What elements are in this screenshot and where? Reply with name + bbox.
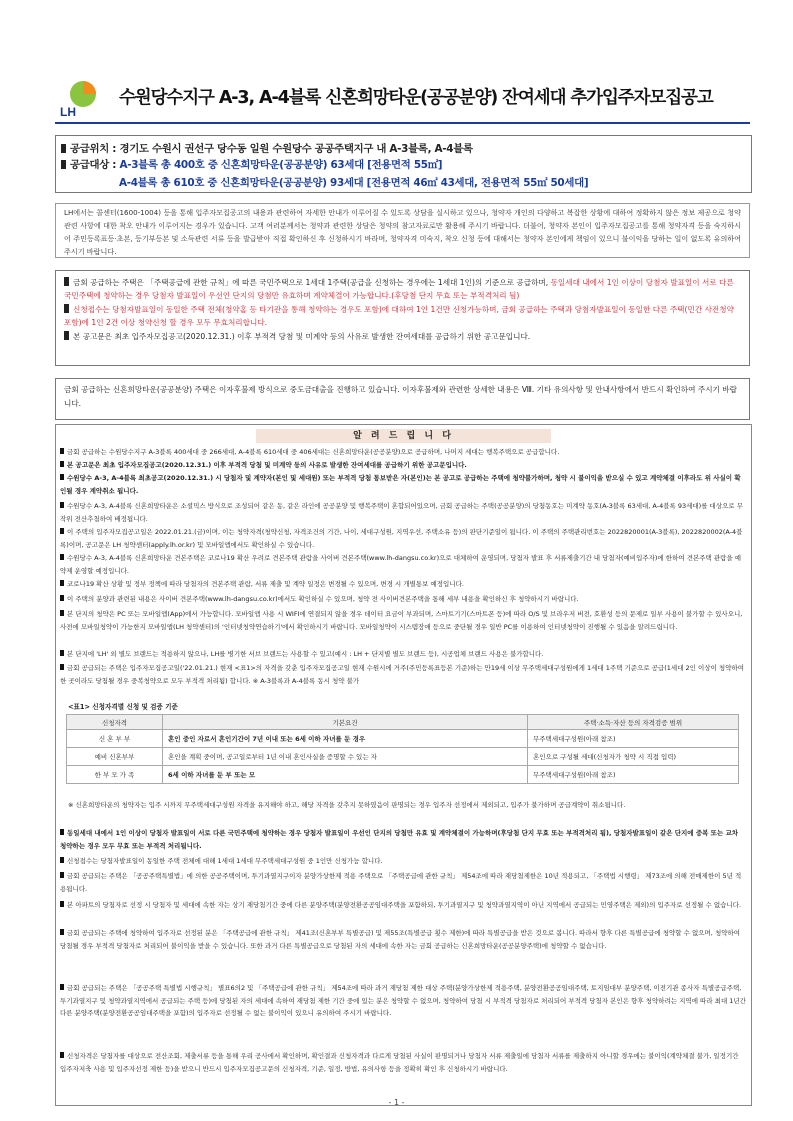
- square-bullet-icon: [60, 461, 64, 467]
- important-notice-box: [55, 270, 750, 366]
- list-item: 신청자격은 당첨자를 대상으로 전산조회, 제출서류 등을 통해 우리 공사에서 확인하며, 확인결과 신청자격과 다르게 당첨된 사실이 판명되거나 당첨자 서류 제출일에 당첨자 서류를 제출하지 아니할 경우에는 불이익(계약체결 불가, 일정기간 입주자저축 사용 및 입주자선정 제한 등)을 받으니 반드시 입주자모집공고문의 신청자격, 기준, 일정, 방법, 유의사항 등을 정확히 확인 후 신청하시기 바랍니다.: [60, 1052, 739, 1073]
- square-bullet-icon: [60, 554, 64, 560]
- table-row: [67, 730, 739, 748]
- table-cell: 혼인 중인 자로서 혼인기간이 7년 이내 또는 6세 이하 자녀를 둔 경우: [163, 730, 528, 748]
- square-bullet-icon: [60, 610, 64, 616]
- header-divider: [55, 122, 750, 124]
- list-item: 금회 공급되는 주택은 입주자모집공고일('22.01.21.) 현재 <표1>의 자격을 갖춘 입주자모집공고일 현재 수원시에 거주(주민등록표등본 기준)하는 만19세 이상 무주택세대구성원에게 1세대 1주택 기준으로 공급(1세대 2인 이상이 청약하여 한 곳이라도 당첨될 경우 중복청약으로 모두 부적격 처리됨) 합니다. ※ A-3블록과 A-4블록 동시 청약 불가: [60, 664, 745, 685]
- disclaimer-box: LH에서는 콜센터(1600-1004) 등을 통해 입주자모집공고의 내용과 관련하여 자세한 안내가 이루어질 수 있도록 상담을 실시하고 있으나, 청약자 개인의 다양하고 복잡한 상황에 대하여 정확하지 않은 정보 제공으로 청약관련 사항에 대한 착오 안내가 이루어지는 경우가 있습니다. 고객 여러분께서는 청약과 관련한 상담은 청약의 참고자료로만 활용해 주시기 바랍니다. 더불어, 청약자 본인이 입주자모집공고를 통해 청약자격 등을 숙지하시어 주민등록표등·초본, 등기부등본 및 소득관련 서류 등을 발급받아 직접 확인하신 후 신청하시기 바라며, 청약자격 미숙지, 착오 신청 등에 대해서는 청약자 본인에게 책임이 있으니 불이익을 당하는 일이 없도록 유의하여 주시기 바랍니다.: [55, 203, 750, 258]
- square-bullet-icon: [60, 528, 64, 534]
- list-item: 이 주택의 입주자모집공고일은 2022.01.21.(금)이며, 이는 청약자격(청약신청, 자격조건의 기간, 나이, 세대구성원, 지역우선, 주택소유 등)의 판단기준일이 됩니다. 이 주택의 주택관리번호는 2022820001(A-3블록), 2022820002(A-4블록)이며, 공고문은 LH 청약센터(apply.lh.or.kr) 및 모바일앱에서도 확인하실 수 있습니다.: [60, 528, 743, 549]
- list-item: 금회 공급되는 주택에 청약하여 입주자로 선정된 분은 「주택공급에 관한 규칙」 제41조(신혼부부 특별공급) 및 제55조(특별공급 횟수 제한)에 따라 특별공급을 받은 것으로 봅니다. 따라서 향후 다른 특별공급에 청약할 수 없으며, 청약하여 당첨될 경우 부적격 당첨자로 처리되어 불이익을 받을 수 있습니다. 또한 과거 다른 특별공급으로 당첨된 자의 세대에 속한 자는 금회 공급하는 신혼희망타운(공공분양주택)에 청약할 수 없습니다.: [60, 929, 741, 950]
- notice-item: 본 공고문은 최초 입주자모집공고(2020.12.31.) 이후 부적격 당첨 및 미계약 등의 사유로 발생한 잔여세대를 공급하기 위한 공고문입니다.: [64, 330, 741, 343]
- table-row: [67, 748, 739, 766]
- supply-target-row: 공급대상 : A-3블록 총 400호 중 신혼희망타운(공공분양) 63세대 [전용면적 55㎡]: [61, 156, 442, 171]
- square-bullet-icon: [60, 474, 64, 480]
- square-bullet-icon: [64, 277, 69, 286]
- square-bullet-icon: [60, 502, 64, 508]
- square-bullet-icon: [60, 872, 64, 878]
- table-cell: 신 혼 부 부: [67, 730, 163, 748]
- announcement-box: [55, 424, 752, 1106]
- square-bullet-icon: [60, 929, 64, 935]
- table-cell: 예비 신혼부부: [67, 748, 163, 766]
- table-cell: 무주택세대구성원(아래 참조): [528, 730, 739, 748]
- notice-item: 금회 공급하는 주택은 「주택공급에 관한 규칙」에 따른 국민주택으로 1세대 1주택(공급을 신청하는 경우에는 1세대 1인)의 기준으로 공급하며, 동일세대 내에서 1인 이상이 당첨자 발표일이 서로 다른 국민주택에 청약하는 경우 당첨자 발표일이 우선인 단지의 당첨만 유효하며 계약체결이 가능합니다.(후당첨 단지 무효 또는 부적격처리 됨): [64, 278, 734, 301]
- supply-location: 경기도 수원시 권선구 당수동 일원 수원당수 공공주택지구 내 A-3블록, A-4블록: [119, 143, 473, 155]
- list-item: 본 공고문은 최초 입주자모집공고(2020.12.31.) 이후 부적격 당첨 및 미계약 등의 사유로 발생한 잔여세대를 공급하기 위한 공고문입니다.: [60, 459, 746, 472]
- list-item: 코로나19 확산 상황 및 정부 정책에 따라 당첨자의 견본주택 관람, 서류 제출 및 계약 일정은 변경될 수 있으며, 변경 시 개별통보 예정입니다.: [60, 578, 746, 591]
- square-bullet-icon: [60, 984, 64, 990]
- supply-info-box: [55, 135, 752, 193]
- table-note: ※ 신혼희망타운의 청약자는 입주 시까지 무주택세대구성원 자격을 유지해야 하고, 해당 자격을 갖추지 못하였음이 판명되는 경우 입주자 선정에서 제외되고, 입주가 불가하며 공급계약이 취소됩니다.: [68, 801, 626, 809]
- table-cell: 무주택세대구성원(아래 참조): [528, 766, 739, 784]
- list-item: 수원당수 A-3, A-4블록 신혼희망타운은 소셜믹스 방식으로 조성되어 같은 동, 같은 라인에 공공분양 및 행복주택이 혼합되어있으며, 금회 공급하는 주택(공공분양)의 당첨동호는 미계약 동호(A-3블록 63세대, A-4블록 93세대)를 대상으로 무작위 전산추첨하여 배정됩니다.: [60, 502, 744, 523]
- svg-text:LH: LH: [60, 105, 76, 119]
- square-bullet-icon: [61, 144, 66, 153]
- list-item: 본 단지의 청약은 PC 또는 모바일앱(App)에서 가능합니다. 모바일앱 사용 시 WIFI에 연결되지 않을 경우 데이터 요금이 부과되며, 스마트기기(스마트폰 등)에 따라 O/S 및 브라우저 버전, 호환성 등의 문제로 일부 사용이 불가할 수 있사오니, 사전에 모바일청약이 가능한지 모바일앱(LH 청약센터)의 '인터넷청약연습하기'에서 확인하시기 바랍니다. 모바일청약이 시스템장애 등으로 중단될 경우 일반 PC를 이용하여 인터넷청약이 진행될 수 있음을 알려드립니다.: [60, 610, 743, 631]
- square-bullet-icon: [60, 664, 64, 670]
- list-item: 금회 공급되는 주택은 「공공주택특별법」에 의한 공공주택이며, 투기과열지구이자 분양가상한제 적용 주택으로 「주택공급에 관한 규칙」 제54조에 따라 재당첨제한은 10년 적용되고, 「주택법 시행령」 제73조에 의해 전매제한이 5년 적용됩니다.: [60, 872, 742, 893]
- list-item: 수원당수 A-3, A-4블록 최초공고(2020.12.31.) 시 당첨자 및 계약자(본인 및 세대원) 또는 부적격 당첨 통보받은 자(본인)는 본 공고로 공급하는 주택에 청약불가하며, 청약 시 불이익을 받으실 수 있고 계약체결 이후라도 위 사실이 확인될 경우 계약취소 됩니다.: [60, 474, 741, 495]
- square-bullet-icon: [60, 857, 64, 863]
- table-cell: 6세 이하 자녀를 둔 부 또는 모: [163, 766, 528, 784]
- square-bullet-icon: [60, 901, 64, 907]
- list-item: 본 단지에 'LH' 외 별도 브랜드는 적용하지 않으나, LH를 병기한 서브 브랜드는 사용할 수 있고(예시 : LH + 단지별 별도 브랜드 등), 시공업체 브랜드 사용은 불가합니다.: [60, 648, 746, 661]
- notice-item: 신청접수는 당첨자발표일이 동일한 주택 전체(청약홈 등 타기관을 통해 청약하는 경우도 포함)에 대하여 1인 1건만 신청가능하며, 금회 공급하는 주택과 당첨자발표일이 동일한 다른 주택(민간 사전청약포함)에 1인 2건 이상 청약신청 할 경우 모두 무효처리합니다.: [64, 304, 734, 328]
- list-item: 신청접수는 당첨자발표일이 동일한 주택 전체에 대해 1세대 1세대 무주택세대구성원 중 1인만 신청가능 합니다.: [60, 855, 746, 868]
- list-item: 이 주택의 분양과 관련된 내용은 사이버 견본주택(www.lh-dangsu.co.kr)에서도 확인하실 수 있으며, 청약 전 사이버견본주택을 통해 세부 내용을 확인하신 후 청약하시기 바랍니다.: [60, 593, 746, 606]
- supply-target-a4: A-4블록 총 610호 중 신혼희망타운(공공분양) 93세대 [전용면적 46㎡ 43세대, 전용면적 55㎡ 50세대]: [119, 177, 589, 189]
- square-bullet-icon: [60, 448, 64, 454]
- supply-location-row: 공급위치 : 경기도 수원시 권선구 당수동 일원 수원당수 공공주택지구 내 A-3블록, A-4블록: [61, 140, 473, 155]
- square-bullet-icon: [64, 304, 69, 313]
- list-item: 동일세대 내에서 1인 이상이 당첨자 발표일이 서로 다른 국민주택에 청약하는 경우 당첨자 발표일이 우선인 단지의 당첨만 유효 및 계약체결이 가능하며(후당첨 단지 무효 또는 부적격처리 됨), 당첨자발표일이 같은 단지에 중복 또는 교차 청약하는 경우 모두 무효 또는 부적격 처리됩니다.: [60, 829, 739, 850]
- list-item: 금회 공급하는 수원당수지구 A-3블록 400세대 중 266세대, A-4블록 610세대 중 406세대는 신혼희망타운(공공분양)으로 공급하며, 나머지 세대는 행복주택으로 공급합니다.: [60, 446, 746, 459]
- page-header: [55, 74, 750, 122]
- list-item: 금회 공급되는 주택은 「공공주택 특별법 시행규칙」 별표6의2 및 「주택공급에 관한 규칙」 제54조에 따라 과거 재당첨 제한 대상 주택(분양가상한제 적용주택, 분양전환공공임대주택, 토지임대부 분양주택, 이전기관 종사자 특별공급주택, 투기과열지구 및 청약과열지역에서 공급되는 주택 등)에 당첨된 자의 세대에 속하여 재당첨 제한 기간 중에 있는 분은 청약할 수 없으며, 청약하여 당첨 시 부적격 당첨자로 처리되어 부적격 당첨자 본인은 향후 청약하려는 지역에 따라 최대 1년간 다른 분양주택(분양전환공공임대주택을 포함)의 입주자로 선정될 수 없는 불이익이 있으니 유의하여 주시기 바랍니다.: [60, 984, 746, 1017]
- table-header-cell: 주택·소득·자산 등의 자격검증 범위: [528, 715, 739, 730]
- table-title: <표1> 신청자격별 신청 및 검증 기준: [68, 703, 178, 711]
- page-number: - 1 -: [388, 1098, 405, 1107]
- list-item: 본 아파트의 당첨자로 선정 시 당첨자 및 세대에 속한 자는 상기 재당첨기간 중에 다른 분양주택(분양전환공공임대주택을 포함하되, 투기과열지구 및 청약과열지역이 아닌 지역에서 공급되는 민영주택은 제외)의 입주자로 선정될 수 없습니다.: [60, 899, 746, 912]
- square-bullet-icon: [60, 829, 64, 835]
- square-bullet-icon: [64, 331, 69, 340]
- table-cell: 혼인으로 구성될 세대(신청자가 청약 시 직접 입력): [528, 748, 739, 766]
- square-bullet-icon: [61, 160, 66, 169]
- qualification-table: [66, 714, 739, 784]
- supply-target-a3: A-3블록 총 400호 중 신혼희망타운(공공분양) 63세대 [전용면적 55㎡]: [119, 159, 443, 171]
- table-header-cell: 신청자격: [67, 715, 163, 730]
- page-title: 수원당수지구 A-3, A-4블록 신혼희망타운(공공분양) 잔여세대 추가입주자모집공고: [119, 88, 713, 108]
- announcement-heading: 알 려 드 립 니 다: [256, 429, 551, 443]
- table-header-row: [67, 715, 739, 730]
- table-row: [67, 766, 739, 784]
- list-item: 수원당수 A-3, A-4블록 신혼희망타운 견본주택은 코로나19 확산 우려로 견본주택 관람을 사이버 견본주택(www.lh-dangsu.co.kr)으로 대체하여 운영되며, 당첨자 발표 후 서류제출기간 내 당첨자(예비입주자)에 한하여 견본주택 관람을 예약제 운영할 예정입니다.: [60, 554, 742, 575]
- square-bullet-icon: [60, 580, 64, 586]
- square-bullet-icon: [60, 1052, 64, 1058]
- loan-notice-box: 금회 공급하는 신혼희망타운(공공분양) 주택은 이자후불제 방식으로 중도금대출을 진행하고 있습니다. 이자후불제와 관련한 상세한 내용은 Ⅷ. 기타 유의사항 및 안내사항에서 반드시 확인하여 주시기 바랍니다.: [55, 378, 750, 420]
- table-cell: 한 부 모 가 족: [67, 766, 163, 784]
- table-cell: 혼인을 계획 중이며, 공고일로부터 1년 이내 혼인사실을 증명할 수 있는 자: [163, 748, 528, 766]
- table-header-cell: 기본요건: [163, 715, 528, 730]
- square-bullet-icon: [60, 595, 64, 601]
- square-bullet-icon: [60, 650, 64, 656]
- lh-logo-icon: [57, 76, 101, 120]
